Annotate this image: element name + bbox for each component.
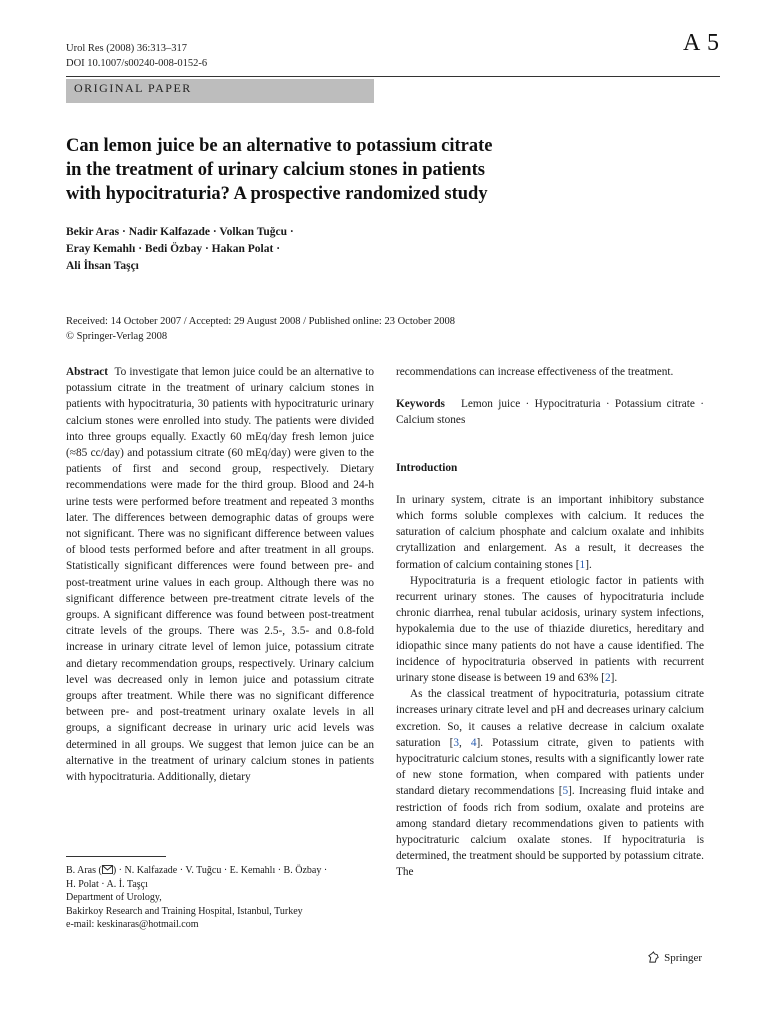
journal-issue: Urol Res (2008) 36:313–317 (66, 43, 188, 54)
section-label: A 5 (682, 30, 720, 56)
left-column (66, 364, 374, 785)
intro-paragraph-2: Hypocitraturia is a frequent etiologic factor in patients with recurrent urinary stones. The causes of hypocitraturia include chronic diarrhea, renal tubular acidosis, urinary system infections, hypokalemia due to the use of thiazide diuretics, hereditary and idiopathic since many patients do not have a cause identified. The incidence of hypocitraturia observed in patients with recurrent urinary stone disease is between 19 and 63% [2]. (396, 574, 704, 685)
reference-link[interactable]: 5 (562, 785, 569, 798)
abstract (66, 364, 374, 785)
keywords-body: Lemon juice · Hypocitraturia · Potassium citrate · Calcium stones (396, 398, 704, 427)
received-accepted-published: Received: 14 October 2007 / Accepted: 29 August 2008 / Published online: 23 October 2008 (66, 316, 456, 327)
publisher-name: Springer (664, 951, 702, 964)
title-line-2: in the treatment of urinary calcium stones in patients (66, 160, 485, 180)
abstract-heading: Abstract (66, 366, 109, 378)
article-type-banner (66, 79, 374, 103)
title-line-3: with hypocitraturia? A prospective randomized study (66, 184, 488, 204)
doi: DOI 10.1007/s00240-008-0152-6 (66, 58, 208, 69)
department: Department of Urology, (66, 892, 162, 904)
article-type-label: ORIGINAL PAPER (74, 81, 192, 95)
copyright: © Springer-Verlag 2008 (66, 330, 168, 342)
envelope-icon (102, 865, 113, 874)
footnote-authors-2: H. Polat · A. İ. Taşçı (66, 878, 148, 890)
authors-line-1: Bekir Aras · Nadir Kalfazade · Volkan Tuğcu · (66, 226, 294, 238)
institution: Bakirkoy Research and Training Hospital, Istanbul, Turkey (66, 905, 303, 917)
header-rule (66, 76, 720, 77)
reference-link[interactable]: 1 (579, 558, 586, 571)
keywords-heading: Keywords (396, 398, 445, 411)
abstract-continuation: recommendations can increase effectiveness of the treatment. (396, 366, 674, 378)
author-affiliation-footnote (66, 864, 386, 932)
keywords (396, 396, 704, 428)
publisher-logo (647, 951, 702, 964)
journal-citation (66, 41, 207, 71)
right-column (396, 364, 704, 881)
footnote-authors: B. Aras ( ) · N. Kalfazade · V. Tuğcu · E. Kemahlı · B. Özbay · (66, 865, 328, 876)
author-list (66, 224, 294, 275)
springer-horse-icon (647, 951, 660, 964)
abstract-body: To investigate that lemon juice could be an alternative to potassium citrate in the treatment of urinary calcium stones in patients with hypocitraturia, 30 patients with hypocitraturic urinary calcium stones were enrolled into study. The patients were divided into three groups equally. Exactly 60 mEq/day fresh lemon juice (≈85 cc/day) and potassium citrate (60 mEq/day) were given to the patients of first and second group, respectively. Dietary recommendations were made for the third group. Blood and 24-h urine tests were performed before treatment and repeated 3 months later. The differences between demographic datas of groups were not significant. There was no significant difference between values of blood tests performed before and after treatment in all groups. Statistically significant differences were found between pre- and post-treatment urine values in each group. Although there was no significant difference between pre-treatment citrate levels of the groups. A significant difference was found between post-treatment citrate levels of the groups. There was 2.5-, 3.5- and 0.8-fold increase in urinary citrate level of lemon juice, potassium citrate and dietary recommendation groups, respectively. Urinary calcium level was decreased only in lemon juice and potassium citrate groups after treatment. While there was no significant difference between pre- and post-treatment urinary oxalate levels in all groups, a significant decrease in urinary uric acid levels was determined in all groups. We suggest that lemon juice can be an alternative in the treatment of urinary calcium stones in patients with hypocitraturia. Additionally, dietary (66, 366, 374, 784)
authors-line-3: Ali İhsan Taşçı (66, 260, 139, 272)
authors-line-2: Eray Kemahlı · Bedi Özbay · Hakan Polat · (66, 243, 281, 255)
footnote-rule (66, 856, 166, 857)
reference-link[interactable]: 4 (470, 736, 477, 749)
introduction-heading: Introduction (396, 461, 458, 474)
title-line-1: Can lemon juice be an alternative to potassium citrate (66, 136, 493, 156)
intro-paragraph-1: In urinary system, citrate is an important inhibitory substance which forms soluble complexes with calcium. It reduces the saturation of calcium phosphate and calcium oxalate and inhibits crytallization and enlargement. As a result, it decreases the formation of calcium containing stones [1]. (396, 493, 704, 571)
intro-paragraph-3: As the classical treatment of hypocitraturia, potassium citrate increases urinary citrate level and pH and decreases urinary calcium excretion. So, it causes a relative decrease in calcium oxalate saturation [3, 4]. Potassium citrate, given to patients with hypocitraturic calcium stones, results with a significantly lower rate of new stone formation, when compared with patients under standard dietary recommendations [5]. Increasing fluid intake and restriction of foods rich from sodium, oxalate and proteins are among standard dietary recommendations given to patients with hypocitraturic calcium oxalate stones. If hypocitraturia is determined, the treatment should be supported by potassium citrate. The (396, 688, 704, 879)
publication-dates (66, 315, 455, 344)
reference-link[interactable]: 2 (604, 672, 611, 685)
article-title (66, 134, 586, 206)
contact-email[interactable]: e-mail: keskinaras@hotmail.com (66, 919, 199, 931)
reference-link[interactable]: 3 (453, 736, 460, 749)
